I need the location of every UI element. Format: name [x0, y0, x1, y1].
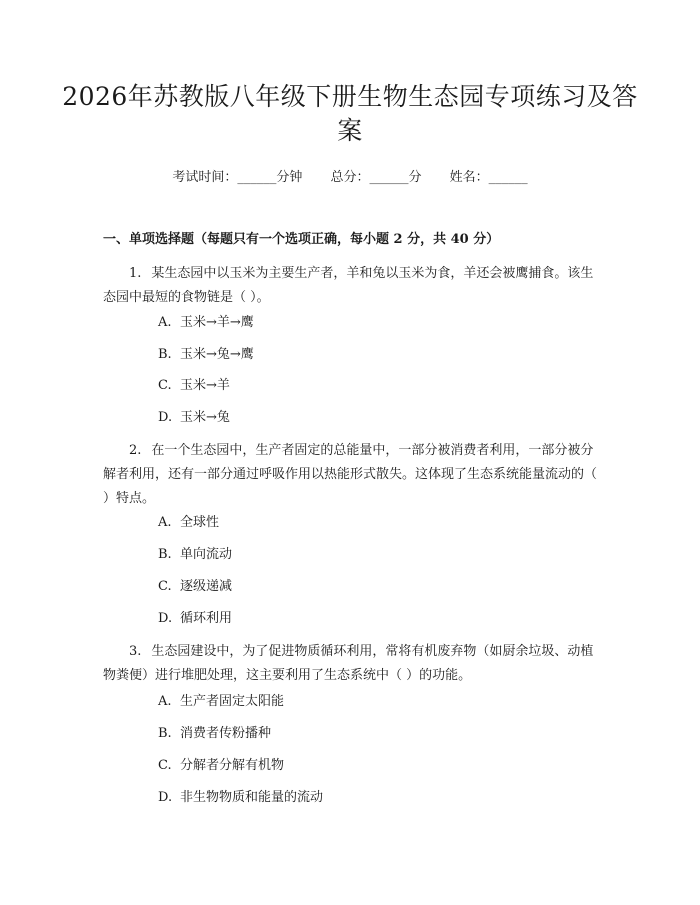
question-1-option-c: [158, 376, 230, 396]
option-text: 非生物物质和能量的流动: [180, 790, 324, 805]
option-letter: B.: [158, 547, 172, 562]
option-letter: C.: [158, 758, 172, 773]
option-letter: B.: [158, 347, 172, 362]
option-text: 全球性: [180, 515, 220, 530]
total-score-field: [330, 168, 421, 188]
option-letter: B.: [158, 726, 172, 741]
option-letter: D.: [158, 611, 173, 626]
question-1-option-a: [158, 313, 254, 333]
total-score-label: 总分：: [330, 170, 370, 185]
option-text: 消费者传粉播种: [180, 726, 272, 741]
option-letter: A.: [158, 515, 172, 530]
option-letter: D.: [158, 410, 173, 425]
option-text: 逐级递减: [180, 579, 233, 594]
option-text: 玉米→羊→鹰: [180, 315, 254, 330]
option-text: 玉米→兔→鹰: [180, 347, 254, 362]
section-heading: 一、单项选择题（每题只有一个选项正确，每小题 2 分，共 40 分）: [103, 232, 500, 247]
option-letter: A.: [158, 315, 172, 330]
question-1: [103, 262, 603, 310]
question-2-number: 2.: [129, 443, 142, 458]
student-name-blank: ______: [488, 170, 528, 185]
option-letter: A.: [158, 694, 172, 709]
total-score-unit: 分: [408, 170, 422, 185]
option-letter: C.: [158, 579, 172, 594]
option-text: 玉米→兔: [180, 410, 230, 425]
exam-info-row: [0, 168, 700, 188]
question-3-option-a: [158, 692, 284, 712]
question-1-number: 1.: [129, 266, 142, 281]
question-3-option-c: [158, 756, 284, 776]
question-1-option-d: [158, 408, 230, 428]
question-2-text: 在一个生态园中，生产者固定的总能量中，一部分被消费者利用，一部分被分解者利用，还有一部分通过呼吸作用以热能形式散失。这体现了生态系统能量流动的（ ）特点。: [103, 443, 598, 506]
question-2-option-d: [158, 609, 232, 629]
exam-time-field: [172, 168, 302, 188]
student-name-field: [450, 168, 528, 188]
question-1-option-b: [158, 345, 254, 365]
page-title: 2026年苏教版八年级下册生物生态园专项练习及答案: [62, 82, 638, 145]
option-text: 单向流动: [180, 547, 233, 562]
question-3-number: 3.: [129, 644, 142, 659]
option-letter: C.: [158, 378, 172, 393]
question-2: [103, 439, 603, 511]
question-2-option-c: [158, 577, 232, 597]
exam-time-blank: ______: [237, 170, 277, 185]
question-3-option-b: [158, 724, 271, 744]
question-2-option-b: [158, 545, 232, 565]
question-3-option-d: [158, 788, 323, 808]
student-name-label: 姓名：: [449, 170, 489, 185]
total-score-blank: ______: [369, 170, 409, 185]
question-3: [103, 640, 603, 688]
option-text: 分解者分解有机物: [180, 758, 285, 773]
question-2-option-a: [158, 513, 219, 533]
question-3-text: 生态园建设中，为了促进物质循环利用，常将有机废弃物（如厨余垃圾、动植物粪便）进行堆肥处理，这主要利用了生态系统中（ ）的功能。: [103, 644, 594, 683]
exam-time-label: 考试时间：: [172, 170, 238, 185]
option-letter: D.: [158, 790, 173, 805]
exam-time-unit: 分钟: [276, 170, 303, 185]
option-text: 生产者固定太阳能: [180, 694, 285, 709]
option-text: 循环利用: [180, 611, 233, 626]
question-1-text: 某生态园中以玉米为主要生产者，羊和兔以玉米为食，羊还会被鹰捕食。该生态园中最短的食物链是（ ）。: [103, 266, 594, 305]
option-text: 玉米→羊: [180, 378, 230, 393]
